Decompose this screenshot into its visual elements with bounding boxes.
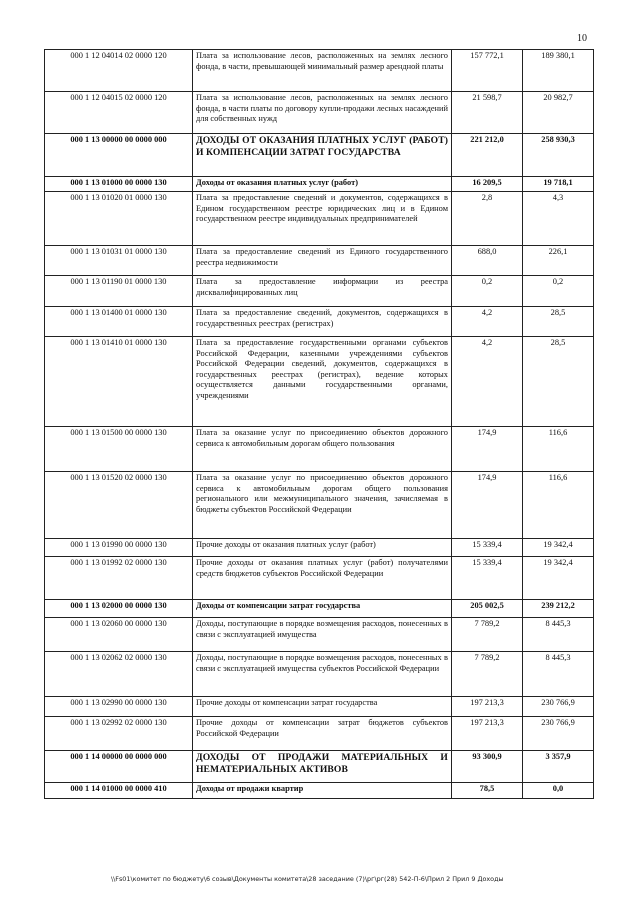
budget-code-cell: 000 1 12 04015 02 0000 120: [45, 92, 193, 134]
revenue-name-cell: Плата за предоставление сведений из Единого государственного реестра недвижимости: [193, 246, 452, 276]
table-row: [45, 652, 594, 697]
budget-code-cell: 000 1 13 01020 01 0000 130: [45, 192, 193, 246]
value-cell-year-1: 197 213,3: [452, 697, 523, 717]
budget-code-cell: 000 1 13 01031 01 0000 130: [45, 246, 193, 276]
budget-code-cell: 000 1 13 01190 01 0000 130: [45, 276, 193, 307]
value-cell-year-1: 2,8: [452, 192, 523, 246]
revenue-name-cell: Прочие доходы от оказания платных услуг (работ): [193, 539, 452, 557]
value-cell-year-1: 174,9: [452, 472, 523, 539]
budget-code-cell: 000 1 12 04014 02 0000 120: [45, 50, 193, 92]
table-row: [45, 246, 594, 276]
value-cell-year-2: 19 342,4: [523, 557, 594, 600]
revenue-name-cell: Плата за предоставление сведений, документов, содержащихся в государственных реестрах (регистрах): [193, 307, 452, 337]
budget-code-cell: 000 1 13 02062 02 0000 130: [45, 652, 193, 697]
value-cell-year-1: 16 209,5: [452, 177, 523, 192]
value-cell-year-2: 230 766,9: [523, 717, 594, 751]
budget-code-cell: 000 1 13 02060 00 0000 130: [45, 618, 193, 652]
value-cell-year-1: 197 213,3: [452, 717, 523, 751]
table-row: [45, 92, 594, 134]
revenue-name-cell: Плата за оказание услуг по присоединению объектов дорожного сервиса к автомобильным дорогам общего пользования: [193, 427, 452, 472]
value-cell-year-2: 19 342,4: [523, 539, 594, 557]
budget-code-cell: 000 1 13 01520 02 0000 130: [45, 472, 193, 539]
value-cell-year-1: 174,9: [452, 427, 523, 472]
revenue-name-cell: ДОХОДЫ ОТ ПРОДАЖИ МАТЕРИАЛЬНЫХ И НЕМАТЕРИАЛЬНЫХ АКТИВОВ: [193, 751, 452, 783]
table-row: [45, 276, 594, 307]
value-cell-year-2: 239 212,2: [523, 600, 594, 618]
revenue-name-cell: Доходы от продажи квартир: [193, 783, 452, 799]
value-cell-year-1: 15 339,4: [452, 539, 523, 557]
budget-code-cell: 000 1 13 01990 00 0000 130: [45, 539, 193, 557]
value-cell-year-2: 19 718,1: [523, 177, 594, 192]
value-cell-year-2: 28,5: [523, 337, 594, 427]
value-cell-year-2: 28,5: [523, 307, 594, 337]
value-cell-year-1: 7 789,2: [452, 618, 523, 652]
revenue-name-cell: Плата за предоставление информации из реестра дисквалифицированных лиц: [193, 276, 452, 307]
table-row: [45, 783, 594, 799]
revenue-name-cell: Плата за использование лесов, расположенных на землях лесного фонда, в части платы по договору купли-продажи лесных насаждений для собственных нужд: [193, 92, 452, 134]
budget-code-cell: 000 1 13 02990 00 0000 130: [45, 697, 193, 717]
page-number: 10: [577, 33, 587, 44]
value-cell-year-1: 157 772,1: [452, 50, 523, 92]
budget-code-cell: 000 1 13 01000 00 0000 130: [45, 177, 193, 192]
revenue-name-cell: Плата за использование лесов, расположенных на землях лесного фонда, в части, превышающей минимальный размер арендной платы: [193, 50, 452, 92]
budget-code-cell: 000 1 13 02000 00 0000 130: [45, 600, 193, 618]
table-row: [45, 751, 594, 783]
revenue-name-cell: Прочие доходы от оказания платных услуг (работ) получателями средств бюджетов субъектов Российской Федерации: [193, 557, 452, 600]
table-row: [45, 697, 594, 717]
table-row: [45, 192, 594, 246]
value-cell-year-2: 226,1: [523, 246, 594, 276]
value-cell-year-1: 21 598,7: [452, 92, 523, 134]
table-row: [45, 427, 594, 472]
value-cell-year-2: 4,3: [523, 192, 594, 246]
table-row: [45, 717, 594, 751]
value-cell-year-1: 205 002,5: [452, 600, 523, 618]
value-cell-year-1: 15 339,4: [452, 557, 523, 600]
value-cell-year-2: 258 930,3: [523, 134, 594, 177]
value-cell-year-1: 221 212,0: [452, 134, 523, 177]
table-row: [45, 337, 594, 427]
revenue-name-cell: Доходы, поступающие в порядке возмещения расходов, понесенных в связи с эксплуатацией имущества: [193, 618, 452, 652]
budget-code-cell: 000 1 14 01000 00 0000 410: [45, 783, 193, 799]
value-cell-year-2: 116,6: [523, 472, 594, 539]
value-cell-year-2: 189 380,1: [523, 50, 594, 92]
value-cell-year-1: 78,5: [452, 783, 523, 799]
budget-code-cell: 000 1 13 02992 02 0000 130: [45, 717, 193, 751]
table-row: [45, 557, 594, 600]
revenue-name-cell: Доходы от компенсации затрат государства: [193, 600, 452, 618]
table-row: [45, 134, 594, 177]
budget-code-cell: 000 1 13 01992 02 0000 130: [45, 557, 193, 600]
revenue-table: [44, 49, 594, 799]
revenue-name-cell: Доходы, поступающие в порядке возмещения расходов, понесенных в связи с эксплуатацией имущества субъектов Российской Федерации: [193, 652, 452, 697]
table-row: [45, 50, 594, 92]
value-cell-year-2: 116,6: [523, 427, 594, 472]
value-cell-year-2: 8 445,3: [523, 652, 594, 697]
table-row: [45, 472, 594, 539]
budget-code-cell: 000 1 13 01500 00 0000 130: [45, 427, 193, 472]
value-cell-year-2: 3 357,9: [523, 751, 594, 783]
budget-code-cell: 000 1 13 01410 01 0000 130: [45, 337, 193, 427]
value-cell-year-2: 0,0: [523, 783, 594, 799]
value-cell-year-1: 4,2: [452, 337, 523, 427]
value-cell-year-2: 0,2: [523, 276, 594, 307]
budget-code-cell: 000 1 13 00000 00 0000 000: [45, 134, 193, 177]
revenue-name-cell: Прочие доходы от компенсации затрат государства: [193, 697, 452, 717]
table-row: [45, 307, 594, 337]
value-cell-year-1: 4,2: [452, 307, 523, 337]
revenue-name-cell: Плата за предоставление сведений и документов, содержащихся в Едином государственном реестре юридических лиц и в Едином государственном реестре индивидуальных предпринимателей: [193, 192, 452, 246]
value-cell-year-1: 688,0: [452, 246, 523, 276]
value-cell-year-1: 0,2: [452, 276, 523, 307]
footer-file-path: \\Fs01\комитет по бюджету\6 созыв\Документы комитета\28 заседание (7)\рг\рг(28) 542-П-6\Прил 2 Прил 9 Доходы: [111, 875, 504, 883]
value-cell-year-2: 230 766,9: [523, 697, 594, 717]
value-cell-year-1: 7 789,2: [452, 652, 523, 697]
table-row: [45, 539, 594, 557]
table-row: [45, 618, 594, 652]
revenue-name-cell: Доходы от оказания платных услуг (работ): [193, 177, 452, 192]
table-row: [45, 600, 594, 618]
budget-code-cell: 000 1 14 00000 00 0000 000: [45, 751, 193, 783]
revenue-name-cell: ДОХОДЫ ОТ ОКАЗАНИЯ ПЛАТНЫХ УСЛУГ (РАБОТ) И КОМПЕНСАЦИИ ЗАТРАТ ГОСУДАРСТВА: [193, 134, 452, 177]
table-row: [45, 177, 594, 192]
value-cell-year-1: 93 300,9: [452, 751, 523, 783]
value-cell-year-2: 20 982,7: [523, 92, 594, 134]
revenue-name-cell: Плата за оказание услуг по присоединению объектов дорожного сервиса к автомобильным дорогам общего пользования регионального или межмуниципального значения, зачисляемая в бюджеты субъектов Российской Федерации: [193, 472, 452, 539]
revenue-name-cell: Плата за предоставление государственными органами субъектов Российской Федерации, казенными учреждениями субъектов Российской Федерации сведений, документов, содержащихся в государственных реестрах (регистрах), ведение которых осуществляется данными государственными органами, учреждениями: [193, 337, 452, 427]
revenue-name-cell: Прочие доходы от компенсации затрат бюджетов субъектов Российской Федерации: [193, 717, 452, 751]
value-cell-year-2: 8 445,3: [523, 618, 594, 652]
budget-code-cell: 000 1 13 01400 01 0000 130: [45, 307, 193, 337]
